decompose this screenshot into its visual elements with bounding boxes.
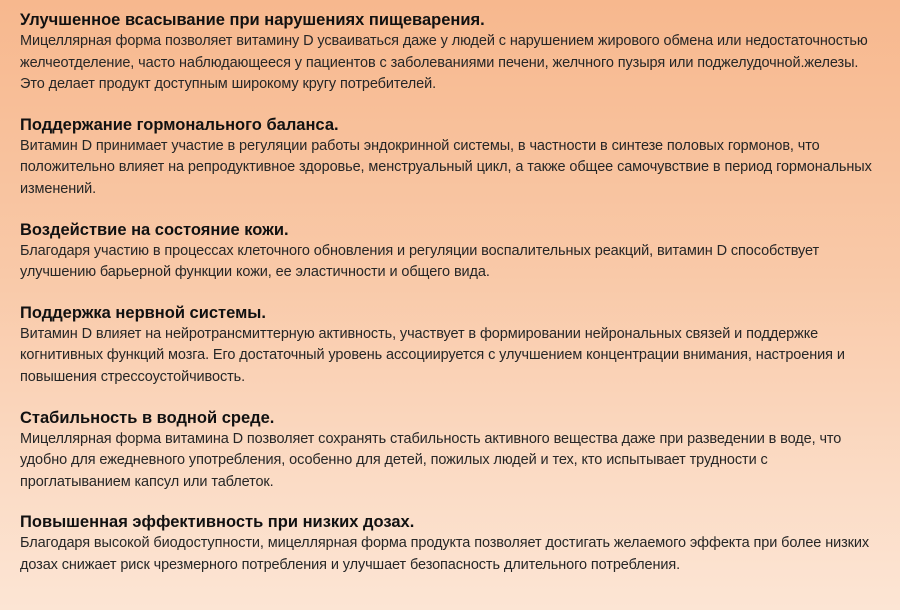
section-title: Стабильность в водной среде. [20, 408, 275, 427]
section-low-dose-efficiency [20, 511, 882, 576]
section-title: Повышенная эффективность при низких дозах. [20, 513, 415, 532]
section-skin [20, 219, 882, 284]
section-body: Мицеллярная форма позволяет витамину D усваиваться даже у людей с нарушением жирового обмена или недостаточностью желчеотделение, часто наблюдающееся у пациентов с заболеваниями печени, желчного пузыря или поджелудочной.железы. Это делает продукт доступным широкому кругу потребителей. [20, 33, 868, 93]
section-body: Благодаря высокой биодоступности, мицеллярная форма продукта позволяет достигать желаемого эффекта при более низких дозах снижает риск чрезмерного потребления и улучшает безопасность длительного потребления. [20, 535, 870, 573]
section-title: Воздействие на состояние кожи. [20, 220, 289, 239]
section-title: Поддержка нервной системы. [20, 303, 266, 322]
section-water-stability [20, 407, 882, 494]
section-body: Благодаря участию в процессах клеточного обновления и регуляции воспалительных реакций, витамин D способствует улучшению барьерной функции кожи, ее эластичности и общего вида. [20, 242, 820, 281]
section-nervous-system [20, 302, 882, 389]
section-absorption [20, 9, 882, 96]
section-body: Мицеллярная форма витамина D позволяет сохранять стабильность активного вещества даже при разведении в воде, что удобно для ежедневного употребления, особенно для детей, пожилых людей и тех, кто испытывает трудности с проглатыванием капсул или таблеток. [20, 430, 842, 490]
section-body: Витамин D принимает участие в регуляции работы эндокринной системы, в частности в синтезе половых гормонов, что положительно влияет на репродуктивное здоровье, менструальный цикл, а также общее самочувствие в период гормональных изменений. [20, 137, 872, 197]
section-title: Поддержание гормонального баланса. [20, 115, 339, 134]
section-hormonal-balance [20, 114, 882, 201]
section-title: Улучшенное всасывание при нарушениях пищеварения. [20, 11, 485, 29]
section-body: Витамин D влияет на нейротрансмиттерную активность, участвует в формировании нейрональных связей и поддержке когнитивных функций мозга. Его достаточный уровень ассоциируется с улучшением концентрации внимания, настроения и повышения стрессоустойчивость. [20, 325, 845, 385]
